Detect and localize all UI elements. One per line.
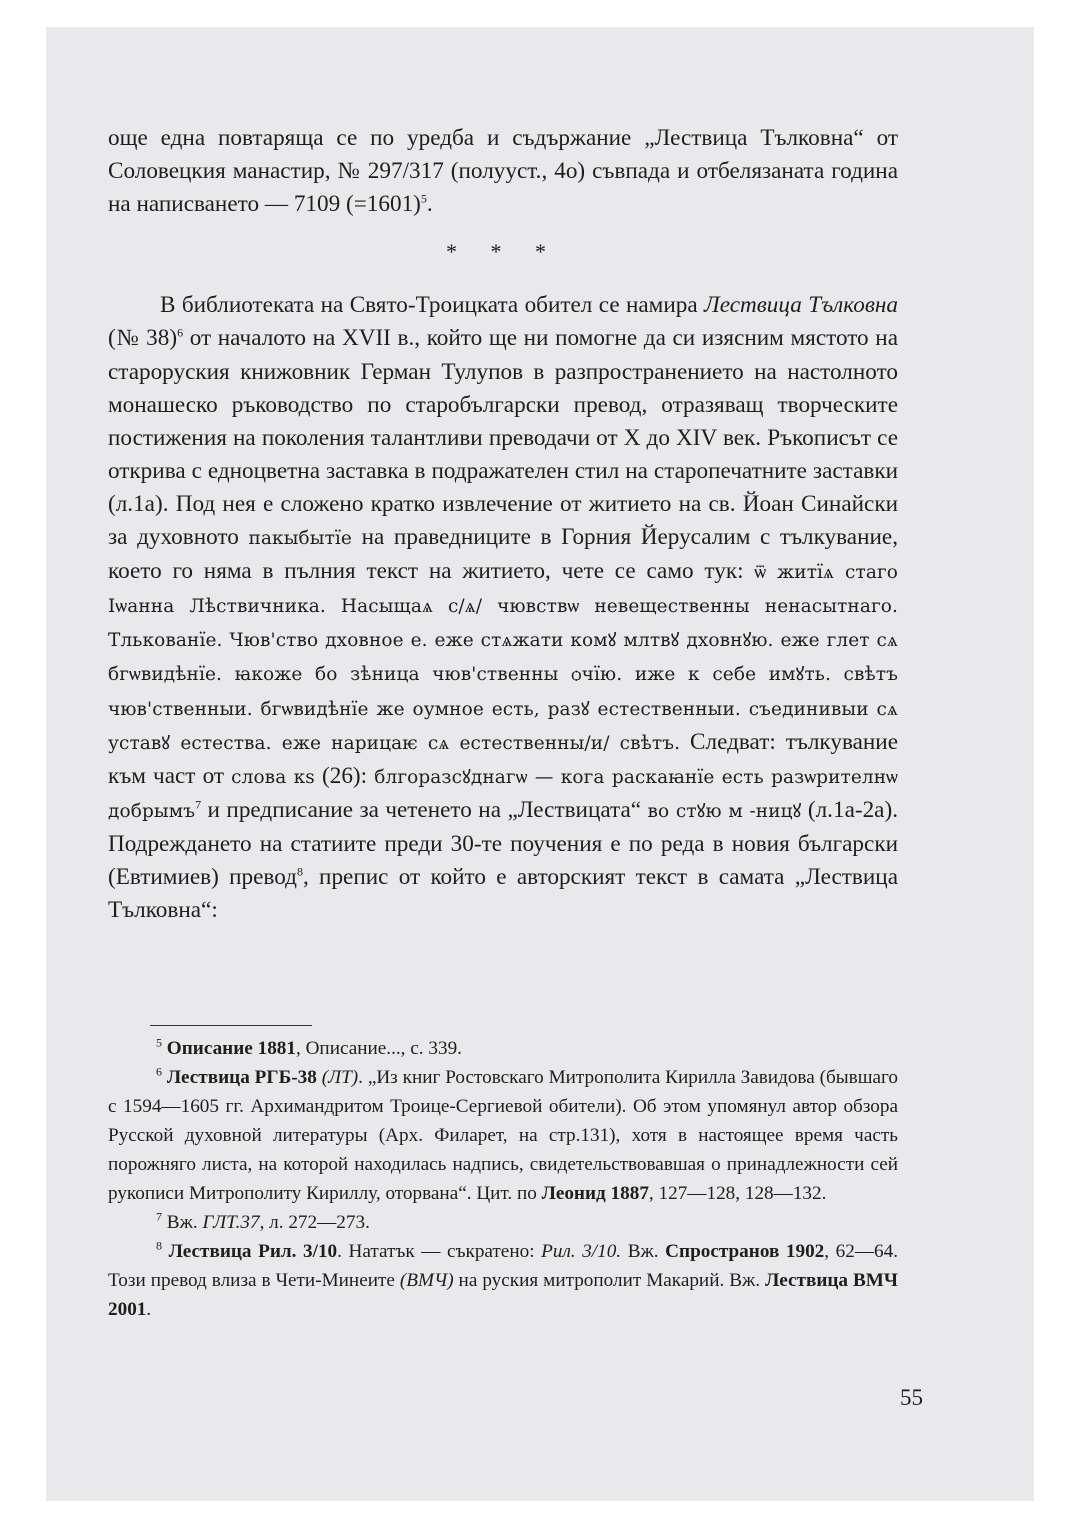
paragraph-2: В библиотеката на Свято-Троицката обител се намира Лествица Тълковна (№ 38)$^6$ от началото на XVII в., който ще ни помогне да си изясним мястото на староруския книжовник Герман Тулупов в разпространението на настолното монашеско ръководство по старобългарски превод, отразяващ творческите постижения на поколения талантливи преводачи от X до XIV век. Ръкописът се открива с едноцветна заставка в подражателен стил на старопечатните заставки (л.1а). Под нея е сложено кратко извлечение от житието на св. Йоан Синайски за духовното пакыбытїе на праведниците в Горния Йерусалим с тълкувание, което го няма в пълния текст на житието, чете се само тук: ѿ житїѧ стаго Іѡанна Лѣствичника. Насыщаѧ с/ѧ/ чювствѡ невещественны ненасытнаго. Тлькованїе. Чюв'ство дховное е. еже стѧжати комꙋ млтвꙋ дховнꙋю. еже глет сѧ бгѡвидѣнїе. ꙗкоже бо зѣница чюв'ственны ѻчїю. иже к себе имꙋть. свѣтъ чюв'ственныи. бгѡвидѣнїе же оумное есть, разꙋ естественныи. съединивыи сѧ уставꙋ естества. еже нарицаѥ сѧ естественны/и/ свѣтъ. Следват: тълкувание към част от слова кѕ (26): блгоразсꙋднагѡ — кога раскаꙗнїе есть разѡрителнѡ добрымъ$^7$ и предписание за четенето на „Лествицата“ во стꙋю м -ницꙋ (л.1а-2а). Подреждането на статиите преди 30-те поучения е по реда в новия български (Евтимиев) превод$^8$, препис от който е авторският текст в самата „Лествица Тълковна“:	[108, 292, 899, 924]
church-slavonic-quote: блгоразсꙋднагѡ — кога раскаꙗнїе есть разѡрителнѡ добрымъ	[108, 766, 899, 822]
footnote-ref-7: 7	[195, 797, 202, 812]
page-number: 55	[900, 1385, 923, 1410]
church-slavonic-quote: во стꙋю м -ницꙋ	[647, 800, 802, 822]
footnote-6: $^6$ Лествица РГБ-38 (ЛТ). „Из книг Ростовскаго Митрополита Кирилла Завидова (бывшаго с 1594—1605 гг. Архимандритом Троице-Сергиевой обители). Об этом упомянул автор обзора Русской духовной литературы (Арх. Филарет, на стр.131), хотя в настоящее время часть порожняго листа, на которой находилась надпись, свидетельствовавшая о принадлежности сей рукописи Митрополиту Кириллу, оторвана“. Цит. по Леонид 1887, 127—128, 128—132.	[108, 1064, 898, 1204]
footnote-ref-6: 6	[177, 325, 184, 340]
footnote-5: $^5$ Описание 1881, Описание..., с. 339.	[156, 1035, 462, 1059]
footnote-7: $^7$ Вж. ГЛТ.37, л. 272—273.	[156, 1209, 370, 1233]
section-separator: * * *	[446, 239, 560, 265]
footnote-8: $^8$ Лествица Рил. 3/10. Нататък — съкратено: Рил. 3/10. Вж. Спространов 1902, 62—64. Този превод влиза в Чети-Минеите (ВМЧ) на руския митрополит Макарий. Вж. Лествица ВМЧ 2001.	[108, 1238, 899, 1320]
footnotes	[108, 1034, 898, 1324]
footnote-ref-8: 8	[296, 864, 303, 879]
footnote-divider	[150, 1025, 312, 1026]
main-text	[108, 122, 898, 927]
church-slavonic-quote: слова кѕ	[231, 766, 315, 788]
church-slavonic-quote: пакыбытїе	[248, 528, 352, 550]
church-slavonic-quote: ѿ житїѧ стаго Іѡанна Лѣствичника. Насыщаѧ с/ѧ/ чювствѡ невещественны ненасытнаго. Тлькованїе. Чюв'ство дховное е. еже стѧжати комꙋ млтвꙋ дховнꙋю. еже глет сѧ бгѡвидѣнїе. ꙗкоже бо зѣница чюв'ственны ѻчїю. иже к себе имꙋть. свѣтъ чюв'ственныи. бгѡвидѣнїе же оумное есть, разꙋ естественныи. съединивыи сѧ уставꙋ естества. еже нарицаѥ сѧ естественны/и/ свѣтъ.	[108, 562, 898, 754]
footnote-ref-5: 5	[420, 191, 427, 206]
paragraph-1: още една повтаряща се по уредба и съдържание „Лествица Тълковна“ от Соловецкия манастир, № 297/317 (полууст., 4о) съвпада и отбелязаната година на написването — 7109 (=1601)$^5$.	[108, 125, 898, 218]
